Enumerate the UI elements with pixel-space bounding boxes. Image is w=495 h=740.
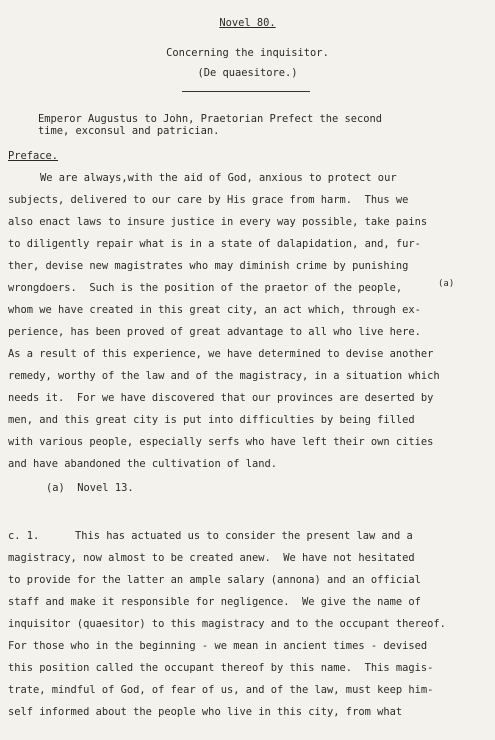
preface-line: needs it. For we have discovered that our provinces are deserted by — [8, 392, 434, 404]
preface-line: men, and this great city is put into difficulties by being filled — [8, 414, 415, 426]
preface-line: perience, has been proved of great advantage to all who live here. — [8, 326, 421, 338]
preface-line: wrongdoers. Such is the position of the praetor of the people, — [8, 282, 403, 294]
section-line: self informed about the people who live in this city, from what — [8, 706, 403, 718]
section-line: trate, mindful of God, of fear of us, and of the law, must keep him- — [8, 684, 434, 696]
preface-line: subjects, delivered to our care by His grace from harm. Thus we — [8, 194, 409, 206]
latin-subtitle: (De quaesitore.) — [197, 67, 298, 79]
section-line: This has actuated us to consider the present law and a — [75, 530, 413, 542]
preface-line: and have abandoned the cultivation of land. — [8, 458, 277, 470]
section-line: staff and make it responsible for negligence. We give the name of — [8, 596, 421, 608]
section-line: inquisitor (quaesitor) to this magistracy and to the occupant thereof. — [8, 618, 446, 630]
preface-line: We are always,with the aid of God, anxious to protect our — [40, 172, 397, 184]
preface-line: ther, devise new magistrates who may diminish crime by punishing — [8, 260, 409, 272]
preface-heading: Preface. — [8, 150, 59, 162]
page-subtitle: Concerning the inquisitor. — [166, 47, 329, 59]
preface-line: also enact laws to insure justice in every way possible, take pains — [8, 216, 428, 228]
section-line: For those who in the beginning - we mean in ancient times - devised — [8, 640, 428, 652]
header-divider — [182, 91, 310, 92]
section-line: to provide for the latter an ample salary (annona) and an official — [8, 574, 421, 586]
preface-line: remedy, worthy of the law and of the magistracy, in a situation which — [8, 370, 440, 382]
footnote: (a) Novel 13. — [46, 482, 134, 494]
salutation-line-1: Emperor Augustus to John, Praetorian Prefect the second — [38, 113, 383, 125]
preface-line: with various people, especially serfs who have left their own cities — [8, 436, 434, 448]
section-line: this position called the occupant thereof by this name. This magis- — [8, 662, 434, 674]
salutation-line-2: time, exconsul and patrician. — [38, 125, 220, 137]
preface-line: to diligently repair what is in a state of dalapidation, and, fur- — [8, 238, 421, 250]
footnote-marker: (a) — [438, 279, 455, 289]
preface-line: As a result of this experience, we have determined to devise another — [8, 348, 434, 360]
section-line: magistracy, now almost to be created anew. We have not hesitated — [8, 552, 415, 564]
preface-line: whom we have created in this great city, an act which, through ex- — [8, 304, 421, 316]
section-label: c. 1. — [8, 530, 40, 542]
page-title: Novel 80. — [219, 17, 276, 29]
